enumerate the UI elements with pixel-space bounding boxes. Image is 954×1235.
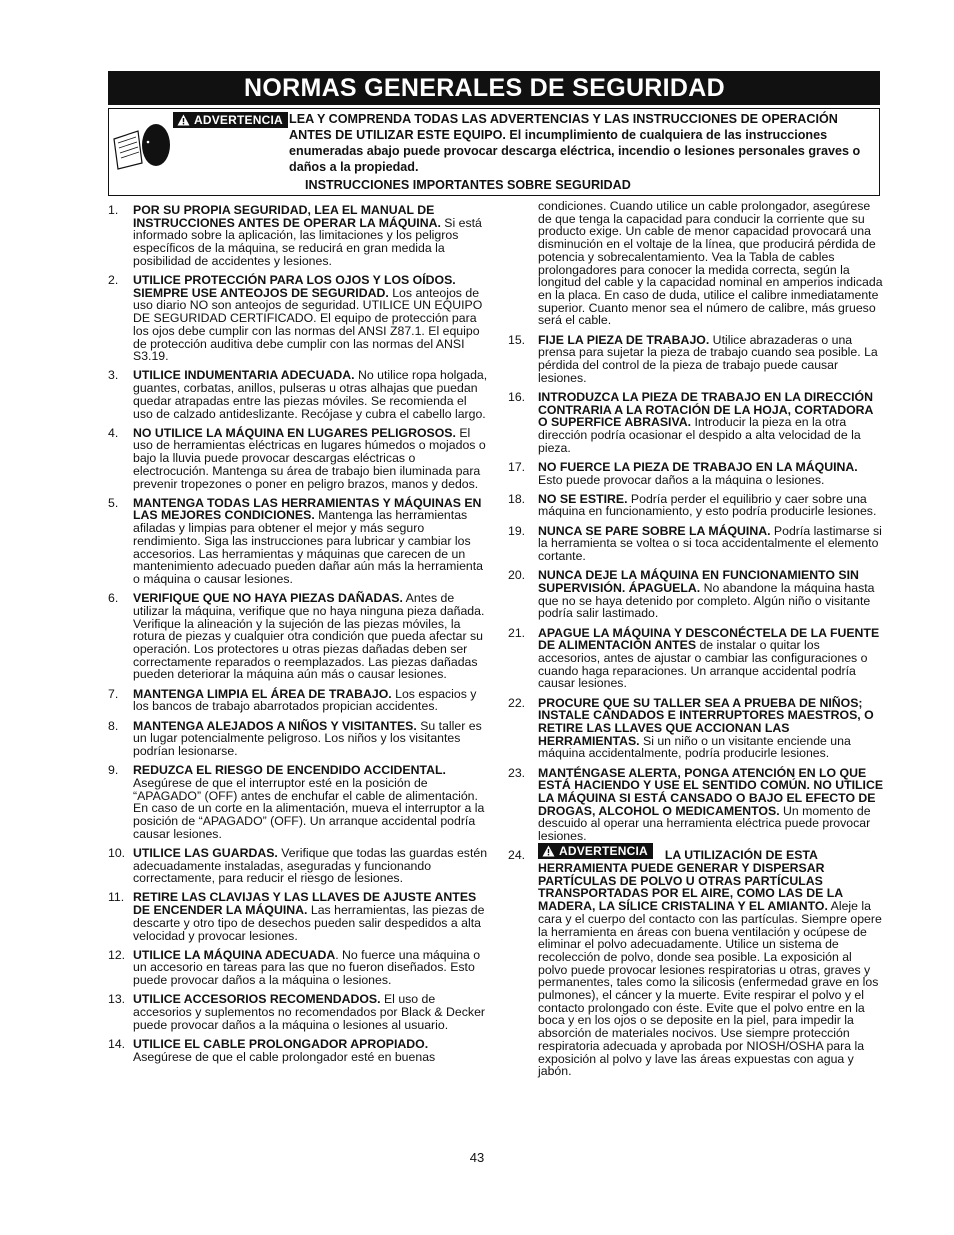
safety-item-8 [108, 720, 488, 758]
page-title [108, 71, 880, 105]
safety-item-22 [508, 697, 884, 761]
warning-triangle-icon [177, 114, 190, 126]
item-text: Esto puede provocar daños a la máquina o lesiones. [538, 472, 825, 487]
item-number: 18. [508, 491, 526, 506]
item-number: 9. [108, 763, 119, 778]
item-text: . No fuerce una máquina o un accesorio en tareas para las que no fueron diseñados. Esto puede provocar daños a la máquina o lesiones. [133, 947, 481, 988]
item-number: 24. [508, 848, 526, 863]
item-bold-text: UTILICE LA MÁQUINA ADECUADA [133, 947, 336, 962]
safety-item-20 [508, 569, 884, 620]
item-text: Su taller es un lugar potencialmente peligroso. Los niños y los visitantes podrían lesionarse. [133, 718, 482, 758]
item-bold-text: HERRAMIENTA PUEDE GENERAR Y DISPERSAR PARTÍCULAS DE POLVO U OTRAS PARTÍCULAS TRANSPORTADAS POR EL AIRE, COMO LAS DE LA MADERA, LA SÍLICE CRISTALINA Y EL AMIANTO. [538, 861, 843, 914]
item-bold-text: VERIFIQUE QUE NO HAYA PIEZAS DAÑADAS. [133, 591, 403, 606]
safety-item-12 [108, 949, 488, 987]
safety-item-13 [108, 993, 488, 1031]
page-title-text: NORMAS GENERALES DE SEGURIDAD [244, 73, 725, 102]
item-text: Asegúrese de que el interruptor esté en la posición de “APAGADO” (OFF) antes de enchufar el cable de alimentación. En caso de un corte en la alimentación, mueva el interruptor a la posición de “APAGADO” (OFF). Un arranque accidental podría causar lesiones. [133, 775, 485, 841]
item-bold-text: REDUZCA EL RIESGO DE ENCENDIDO ACCIDENTAL. [133, 763, 446, 778]
item-bold-text: NUNCA SE PARE SOBRE LA MÁQUINA. [538, 523, 771, 538]
item-bold-text: NUNCA DEJE LA MÁQUINA EN FUNCIONAMIENTO SIN SUPERVISIÓN. ÁPAGUELA. [538, 568, 859, 595]
item-text: Los anteojos de uso diario NO son anteojos de seguridad. UTILICE UN EQUIPO DE SEGURIDAD CERTIFICADO. El equipo de protección para los ojos debe cumplir con las normas del ANSI Z87.1. El equipo de protección auditiva debe cumplir con las normas del ANSI S3.19. [133, 285, 483, 364]
item-number: 7. [108, 686, 119, 701]
item-text: No abandone la máquina hasta que no se haya detenido por completo. Algún niño o visitante podría salir lastimado. [538, 580, 875, 621]
warning-badge-label: ADVERTENCIA [559, 843, 648, 858]
item-number: 2. [108, 273, 119, 288]
item-number: 17. [508, 459, 526, 474]
item-number: 16. [508, 389, 526, 404]
safety-item-11 [108, 891, 488, 942]
item-text: Las herramientas, las piezas de descarte y otro tipo de desechos pueden salir despedidos a alta velocidad y provocar lesiones. [133, 903, 485, 943]
safety-item-2 [108, 274, 488, 363]
item-text: Aleje la cara y el cuerpo del contacto con las partículas. Siempre opere la herramienta en áreas con buena ventilación y ocúpese de eliminar el polvo adecuadamente. Utilice un sistema de recolección de polvo, donde sea posible. La exposición al polvo puede provocar lesiones respiratorias u otras, graves y permanentes, tales como la silicosis (enfermedad grave en los pulmones), el cáncer y la muerte. Evite respirar el polvo y el contacto prolongado con éste. Evite que el polvo entre en la boca y en los ojos o se deposite en la piel, para impedir la absorción de materiales nocivos. Use siempre protección respiratoria adecuada y aprobada por NIOSH/OSHA para la exposición al polvo y lave las áreas expuestas con agua y jabón. [538, 899, 882, 1079]
warning-subtitle: INSTRUCCIONES IMPORTANTES SOBRE SEGURIDAD [305, 178, 631, 192]
warning-triangle-icon [542, 845, 555, 857]
item-text: Si está informado sobre la aplicación, las limitaciones y los peligros específicos de la máquina, se reducirá en gran medida la posibilidad de accidentes y lesiones. [133, 215, 482, 268]
item-number: 22. [508, 695, 526, 710]
item-text: Mantenga las herramientas afiladas y limpias para obtener el mejor y más seguro rendimiento. Siga las instrucciones para lubricar y cambiar los accesorios. Las herramientas y máquinas que carecen de un mantenimiento adecuado pueden dañar aún más la herramienta o máquina o causar lesiones. [133, 508, 484, 586]
safety-item-3 [108, 369, 488, 420]
item-number: 19. [508, 523, 526, 538]
safety-item-9 [108, 764, 488, 840]
safety-item-15 [508, 334, 884, 385]
item-number: 12. [108, 947, 126, 962]
item-text: No utilice ropa holgada, guantes, corbatas, anillos, pulseras u otras alhajas que puedan quedar atrapadas entre las piezas móviles. Se recomienda el uso de calzado antideslizante. Recójase y cubra el cabello largo. [133, 368, 488, 421]
item-bold-text: NO SE ESTIRE. [538, 491, 628, 506]
safety-item-10 [108, 847, 488, 885]
item-text: Podría perder el equilibrio y caer sobre una máquina en funcionamiento, y esto podría producirle lesiones. [538, 491, 877, 519]
read-manual-icon [112, 119, 170, 171]
item-bold-text: NO UTILICE LA MÁQUINA EN LUGARES PELIGROSOS. [133, 425, 456, 440]
item-bold-text: RETIRE LAS CLAVIJAS Y LAS LLAVES DE AJUSTE ANTES DE ENCENDER LA MÁQUINA. [133, 890, 477, 918]
item-bold-text: INTRODUZCA LA PIEZA DE TRABAJO EN LA DIRECCIÓN CONTRARIA A LA ROTACIÓN DE LA HOJA, CORTADORA O SUPERFICE ABRASIVA. [538, 389, 873, 430]
safety-item-16 [508, 391, 884, 455]
safety-item-5 [108, 497, 488, 586]
item-number: 21. [508, 625, 526, 640]
item-number: 23. [508, 765, 526, 780]
item-number: 1. [108, 203, 119, 217]
safety-item-4 [108, 427, 488, 491]
item-text: Asegúrese de que el cable prolongador esté en buenas [133, 1049, 436, 1064]
safety-item-21 [508, 627, 884, 691]
item-bold-text: MANTÉNGASE ALERTA, PONGA ATENCIÓN EN LO QUE ESTÁ HACIENDO Y USE EL SENTIDO COMÚN. NO UTILICE LA MÁQUINA SI ESTÁ CANSADO O BAJO EL EFECTO DE DROGAS, ALCOHOL O MEDICAMENTOS. [538, 765, 884, 818]
item-number: 4. [108, 425, 119, 440]
left-column [108, 204, 488, 1070]
safety-item-7 [108, 688, 488, 713]
item-number: 15. [508, 332, 526, 347]
item-number: 14. [108, 1036, 126, 1051]
item-text: Verifique que todas las guardas estén adecuadamente instaladas, aseguradas y funcionando correctamente, para reducir el riesgo de lesiones. [133, 845, 488, 886]
safety-item-19 [508, 525, 884, 563]
safety-item-1 [108, 204, 488, 268]
safety-item-17 [508, 461, 884, 486]
item-number: 6. [108, 591, 119, 606]
item-text: Podría lastimarse si la herramienta se voltea o si toca accidentalmente el elemento cortante. [538, 523, 882, 564]
item-bold-text: MANTENGA TODAS LAS HERRAMIENTAS Y MÁQUINAS EN LAS MEJORES CONDICIONES. [133, 495, 482, 523]
item-text: El uso de accesorios y suplementos no recomendados por Black & Decker puede provocar daños a la máquina o lesiones al usuario. [133, 992, 485, 1032]
item-number: 5. [108, 495, 119, 510]
right-column [508, 200, 884, 1085]
page-number: 43 [469, 1150, 485, 1165]
item-text: Si un niño o un visitante enciende una máquina accidentalmente, podría producirle lesiones. [538, 733, 851, 761]
item-number: 3. [108, 368, 119, 383]
safety-item-23 [508, 767, 884, 843]
warning-badge [173, 112, 288, 128]
item-number: 10. [108, 845, 126, 860]
safety-item-6 [108, 592, 488, 681]
item-text: de instalar o quitar los accesorios, antes de ajustar o cambiar las configuraciones o cuando haga reparaciones. Un arranque accidental podría causar lesiones. [538, 638, 868, 691]
item-bold-text: NO FUERCE LA PIEZA DE TRABAJO EN LA MÁQUINA. [538, 459, 858, 474]
item-bold-text: POR SU PROPIA SEGURIDAD, LEA EL MANUAL DE INSTRUCCIONES ANTES DE OPERAR LA MÁQUINA. [133, 203, 441, 230]
item-number: 20. [508, 568, 526, 583]
safety-item-24 [508, 843, 884, 1079]
item-bold-text: UTILICE LAS GUARDAS. [133, 845, 278, 860]
item-text: Introducir la pieza en la otra dirección podría ocasionar el despido a alta velocidad de la pieza. [538, 415, 861, 455]
item-number: 13. [108, 992, 126, 1007]
item-bold-text: PROCURE QUE SU TALLER SEA A PRUEBA DE NIÑOS; INSTALE CANDADOS E INTERRUPTORES MAESTROS, O RETIRE LAS LLAVES QUE ACCIONAN LAS HERRAMIENTAS. [538, 695, 874, 748]
item-14-continued: condiciones. Cuando utilice un cable prolongador, asegúrese de que tenga la capacidad para conducir la corriente que su producto exige. Un cable de menor capacidad provocará una disminución en el voltaje de la línea, que producirá pérdida de potencia y sobrecalentamiento. Vea la Tabla de cables prolongadores para conocer la medida correcta, según la longitud del cable y la capacidad nominal en amperios indicada en la placa. En caso de duda, utilice el calibre inmediatamente superior. Cuanto menor sea el número de calibre, más grueso será el cable. [538, 199, 883, 328]
item-number: 8. [108, 718, 119, 733]
safety-item-14 [108, 1038, 488, 1063]
item-bold-text: UTILICE EL CABLE PROLONGADOR APROPIADO. [133, 1036, 429, 1051]
item-bold-text: UTILICE INDUMENTARIA ADECUADA. [133, 368, 355, 383]
item-number: 11. [108, 890, 125, 905]
item-bold-text: MANTENGA LIMPIA EL ÁREA DE TRABAJO. [133, 686, 392, 701]
warning-badge [538, 843, 653, 859]
item-text: Un momento de descuido al operar una herramienta eléctrica puede provocar lesiones. [538, 803, 871, 844]
item-bold-text: FIJE LA PIEZA DE TRABAJO. [538, 332, 710, 347]
item-bold-text: UTILICE PROTECCIÓN PARA LOS OJOS Y LOS OÍDOS. SIEMPRE USE ANTEOJOS DE SEGURIDAD. [133, 273, 456, 300]
warning-badge-label: ADVERTENCIA [194, 113, 283, 127]
item-text: Utilice abrazaderas o una prensa para sujetar la pieza de trabajo cuando sea posible. La pérdida del control de la pieza de trabajo puede causar lesiones. [538, 332, 878, 385]
item-bold-text: MANTENGA ALEJADOS A NIÑOS Y VISITANTES. [133, 718, 417, 733]
item-bold-text: APAGUE LA MÁQUINA Y DESCONÉCTELA DE LA FUENTE DE ALIMENTACIÓN ANTES [538, 625, 880, 653]
item-bold-text: LA UTILIZACIÓN DE ESTA [664, 848, 818, 863]
warning-text: LEA Y COMPRENDA TODAS LAS ADVERTENCIAS Y LAS INSTRUCCIONES DE OPERACIÓN ANTES DE UTILIZAR ESTE EQUIPO. El incumplimiento de cualquiera de las instrucciones enumeradas abajo puede provocar descarga eléctrica, incendio o lesiones personales graves o daños a la propiedad. [289, 112, 861, 174]
item-text: Antes de utilizar la máquina, verifique que no haya ninguna pieza dañada. Verifique la alineación y la sujeción de las piezas móviles, la rotura de piezas y cualquier otra condición que pueda afectar su operación. Los protectores u otras piezas dañadas deben ser correctamente reparados o reemplazados. Las piezas dañadas pueden deteriorar la máquina aún más o causar lesiones. [133, 591, 485, 682]
safety-item-18 [508, 493, 884, 518]
item-text: El uso de herramientas eléctricas en lugares húmedos o mojados o bajo la lluvia puede provocar descargas eléctricas o electrocución. Mantenga su área de trabajo bien iluminada para prevenir tropezones o poner en peligro brazos, manos y dedos. [133, 425, 486, 491]
item-bold-text: UTILICE ACCESORIOS RECOMENDADOS. [133, 992, 381, 1007]
warning-box [108, 108, 880, 196]
item-text: Los espacios y los bancos de trabajo abarrotados propician accidentes. [133, 686, 477, 714]
